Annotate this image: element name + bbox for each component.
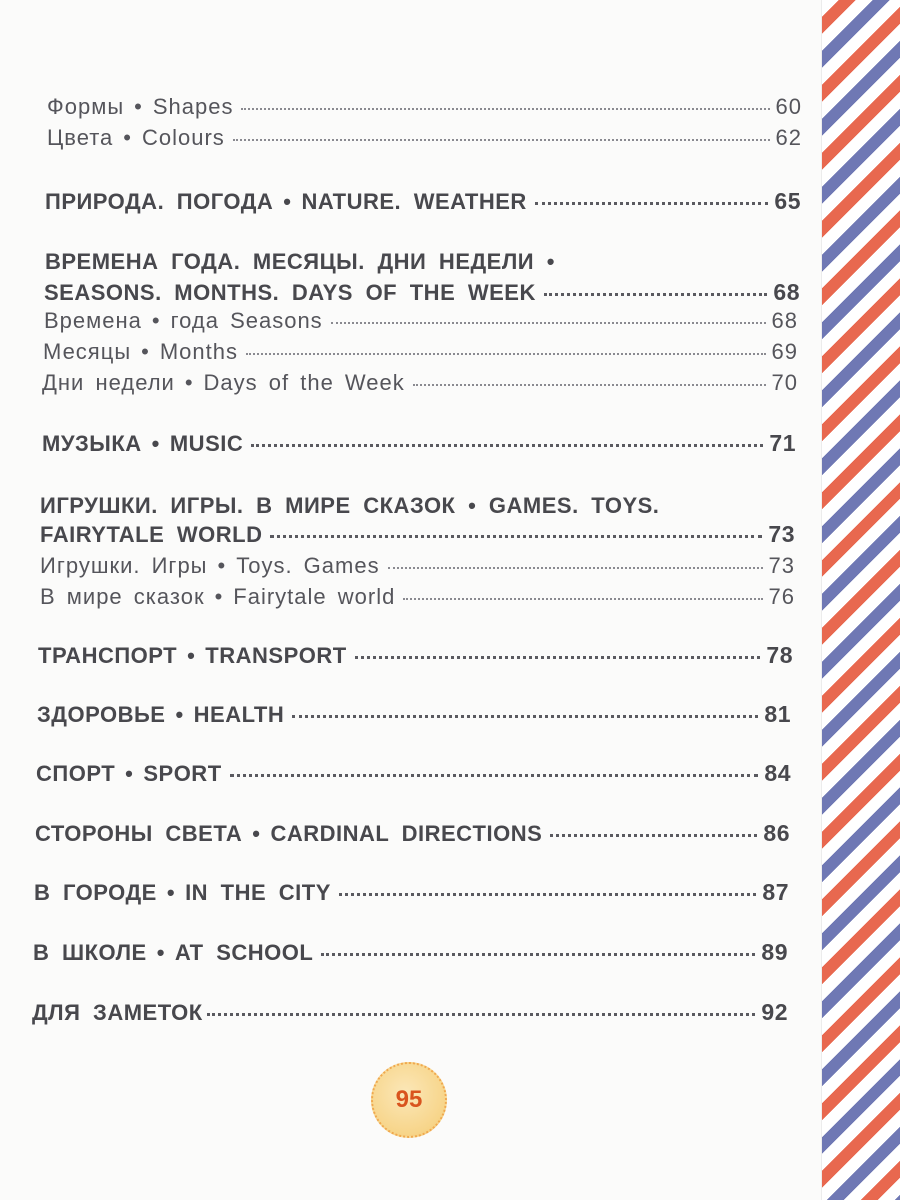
toc-label-ru: ЗДОРОВЬЕ	[37, 702, 166, 727]
toc-entry-seasons[interactable]	[44, 279, 800, 306]
toc-entry-school[interactable]	[33, 939, 788, 966]
toc-entry-toys[interactable]	[40, 521, 795, 548]
toc-label-ru: СПОРТ	[36, 761, 116, 786]
toc-label-ru: В мире сказок	[40, 584, 205, 609]
page-number-badge	[371, 1062, 447, 1138]
toc-label-en: HEALTH	[193, 702, 285, 727]
toc-label-en: Days of the Week	[203, 370, 405, 395]
bullet: •	[123, 125, 132, 150]
toc-page-number: 73	[768, 521, 795, 547]
toc-page-number: 69	[771, 339, 798, 364]
toc-page-number: 70	[771, 370, 798, 395]
toc-label-en: MUSIC	[169, 431, 244, 456]
dot-leader	[544, 293, 768, 296]
toc-label-en: Colours	[142, 125, 225, 150]
toc-label-ru: В ГОРОДЕ	[34, 880, 157, 905]
toc-entry-fairytale[interactable]	[40, 584, 795, 610]
toc-entry-sport[interactable]	[36, 760, 791, 787]
dot-leader	[230, 774, 759, 777]
bullet: •	[217, 553, 227, 578]
airmail-stripe-border	[821, 0, 900, 1200]
bullet: •	[156, 940, 165, 965]
toc-page-number: 92	[761, 999, 788, 1025]
toc-page-number: 71	[769, 430, 796, 456]
dot-leader	[321, 953, 755, 956]
toc-label-ru: Игрушки. Игры	[40, 553, 208, 578]
toc-page-number: 78	[766, 642, 793, 668]
toc-entry-months[interactable]	[43, 339, 798, 365]
toc-label-ru: ДЛЯ ЗАМЕТОК	[32, 1000, 203, 1025]
dot-leader	[403, 598, 762, 600]
toc-label-en: Months	[159, 339, 238, 364]
toc-label-ru: Месяцы	[43, 339, 132, 364]
toc-label-en: Fairytale world	[233, 584, 396, 609]
toc-label-en: FAIRYTALE WORLD	[40, 522, 263, 547]
toc-label-en: года Seasons	[170, 308, 323, 333]
page-number: 95	[395, 1086, 423, 1113]
toc-page-number: 73	[768, 553, 795, 578]
toc-entry-transport[interactable]	[38, 642, 793, 669]
toc-label-en: TRANSPORT	[205, 643, 347, 668]
bullet: •	[125, 761, 134, 786]
toc-label-ru: Дни недели	[42, 370, 175, 395]
toc-entry-toys-sub[interactable]	[40, 553, 795, 579]
toc-page-number: 86	[763, 820, 790, 846]
toc-entry-health[interactable]	[37, 701, 791, 728]
toc-heading-toys-line1: ИГРУШКИ. ИГРЫ. В МИРЕ СКАЗОК • GAMES. TOYS.	[40, 493, 660, 518]
toc-label-ru: Формы	[47, 94, 125, 119]
dot-leader	[388, 567, 763, 569]
toc-entry-nature[interactable]	[45, 188, 801, 215]
toc-label-en: AT SCHOOL	[174, 940, 314, 965]
toc-label-en: SPORT	[143, 761, 222, 786]
toc-label-ru: В ШКОЛЕ	[33, 940, 147, 965]
toc-entry-notes[interactable]	[32, 999, 788, 1026]
toc-label-en: SEASONS. MONTHS. DAYS OF THE WEEK	[44, 280, 536, 305]
dot-leader	[292, 715, 758, 718]
toc-entry-music[interactable]	[42, 430, 796, 457]
toc-page-number: 84	[764, 760, 791, 786]
dot-leader	[251, 444, 763, 447]
toc-page-number: 81	[764, 701, 791, 727]
bullet: •	[134, 94, 143, 119]
toc-label-en: CARDINAL DIRECTIONS	[270, 821, 543, 846]
toc-label-en: Toys. Games	[236, 553, 380, 578]
toc-label-en: Shapes	[152, 94, 234, 119]
toc-label-ru: Времена	[44, 308, 142, 333]
toc-label-ru: СТОРОНЫ СВЕТА	[35, 821, 243, 846]
bullet: •	[184, 370, 194, 395]
dot-leader	[355, 656, 761, 659]
dot-leader	[207, 1013, 756, 1016]
toc-page-number: 87	[762, 879, 789, 905]
bullet: •	[175, 702, 184, 727]
toc-page-number: 89	[761, 939, 788, 965]
bullet: •	[141, 339, 150, 364]
toc-entry-colours[interactable]	[47, 125, 802, 151]
toc-entry-seasons-sub[interactable]	[44, 308, 798, 334]
bullet: •	[252, 821, 261, 846]
bullet: •	[151, 431, 160, 456]
toc-page-number: 68	[773, 279, 800, 305]
bullet: •	[283, 189, 292, 214]
toc-label-ru: МУЗЫКА	[42, 431, 142, 456]
toc-page-number: 65	[774, 188, 801, 214]
bullet: •	[151, 308, 161, 333]
toc-page-number: 68	[771, 308, 798, 333]
toc-label-ru: Цвета	[47, 125, 114, 150]
dot-leader	[550, 834, 757, 837]
toc-entry-days[interactable]	[42, 370, 798, 396]
dot-leader	[233, 139, 770, 141]
toc-heading-seasons-line1: ВРЕМЕНА ГОДА. МЕСЯЦЫ. ДНИ НЕДЕЛИ •	[45, 249, 555, 274]
dot-leader	[535, 202, 769, 205]
toc-label-en: NATURE. WEATHER	[301, 189, 527, 214]
dot-leader	[270, 535, 762, 538]
toc-page-number: 76	[768, 584, 795, 609]
dot-leader	[241, 108, 769, 110]
dot-leader	[246, 353, 766, 355]
dot-leader	[331, 322, 766, 324]
toc-entry-directions[interactable]	[35, 820, 790, 847]
bullet: •	[187, 643, 196, 668]
toc-label-ru: ПРИРОДА. ПОГОДА	[45, 189, 274, 214]
toc-entry-shapes[interactable]	[47, 94, 802, 120]
toc-page-number: 62	[775, 125, 802, 150]
dot-leader	[339, 893, 757, 896]
toc-page-number: 60	[775, 94, 802, 119]
toc-entry-city[interactable]	[34, 879, 789, 906]
bullet: •	[166, 880, 176, 905]
dot-leader	[413, 384, 766, 386]
toc-label-ru: ТРАНСПОРТ	[38, 643, 178, 668]
toc-label-en: IN THE CITY	[185, 880, 331, 905]
bullet: •	[214, 584, 224, 609]
